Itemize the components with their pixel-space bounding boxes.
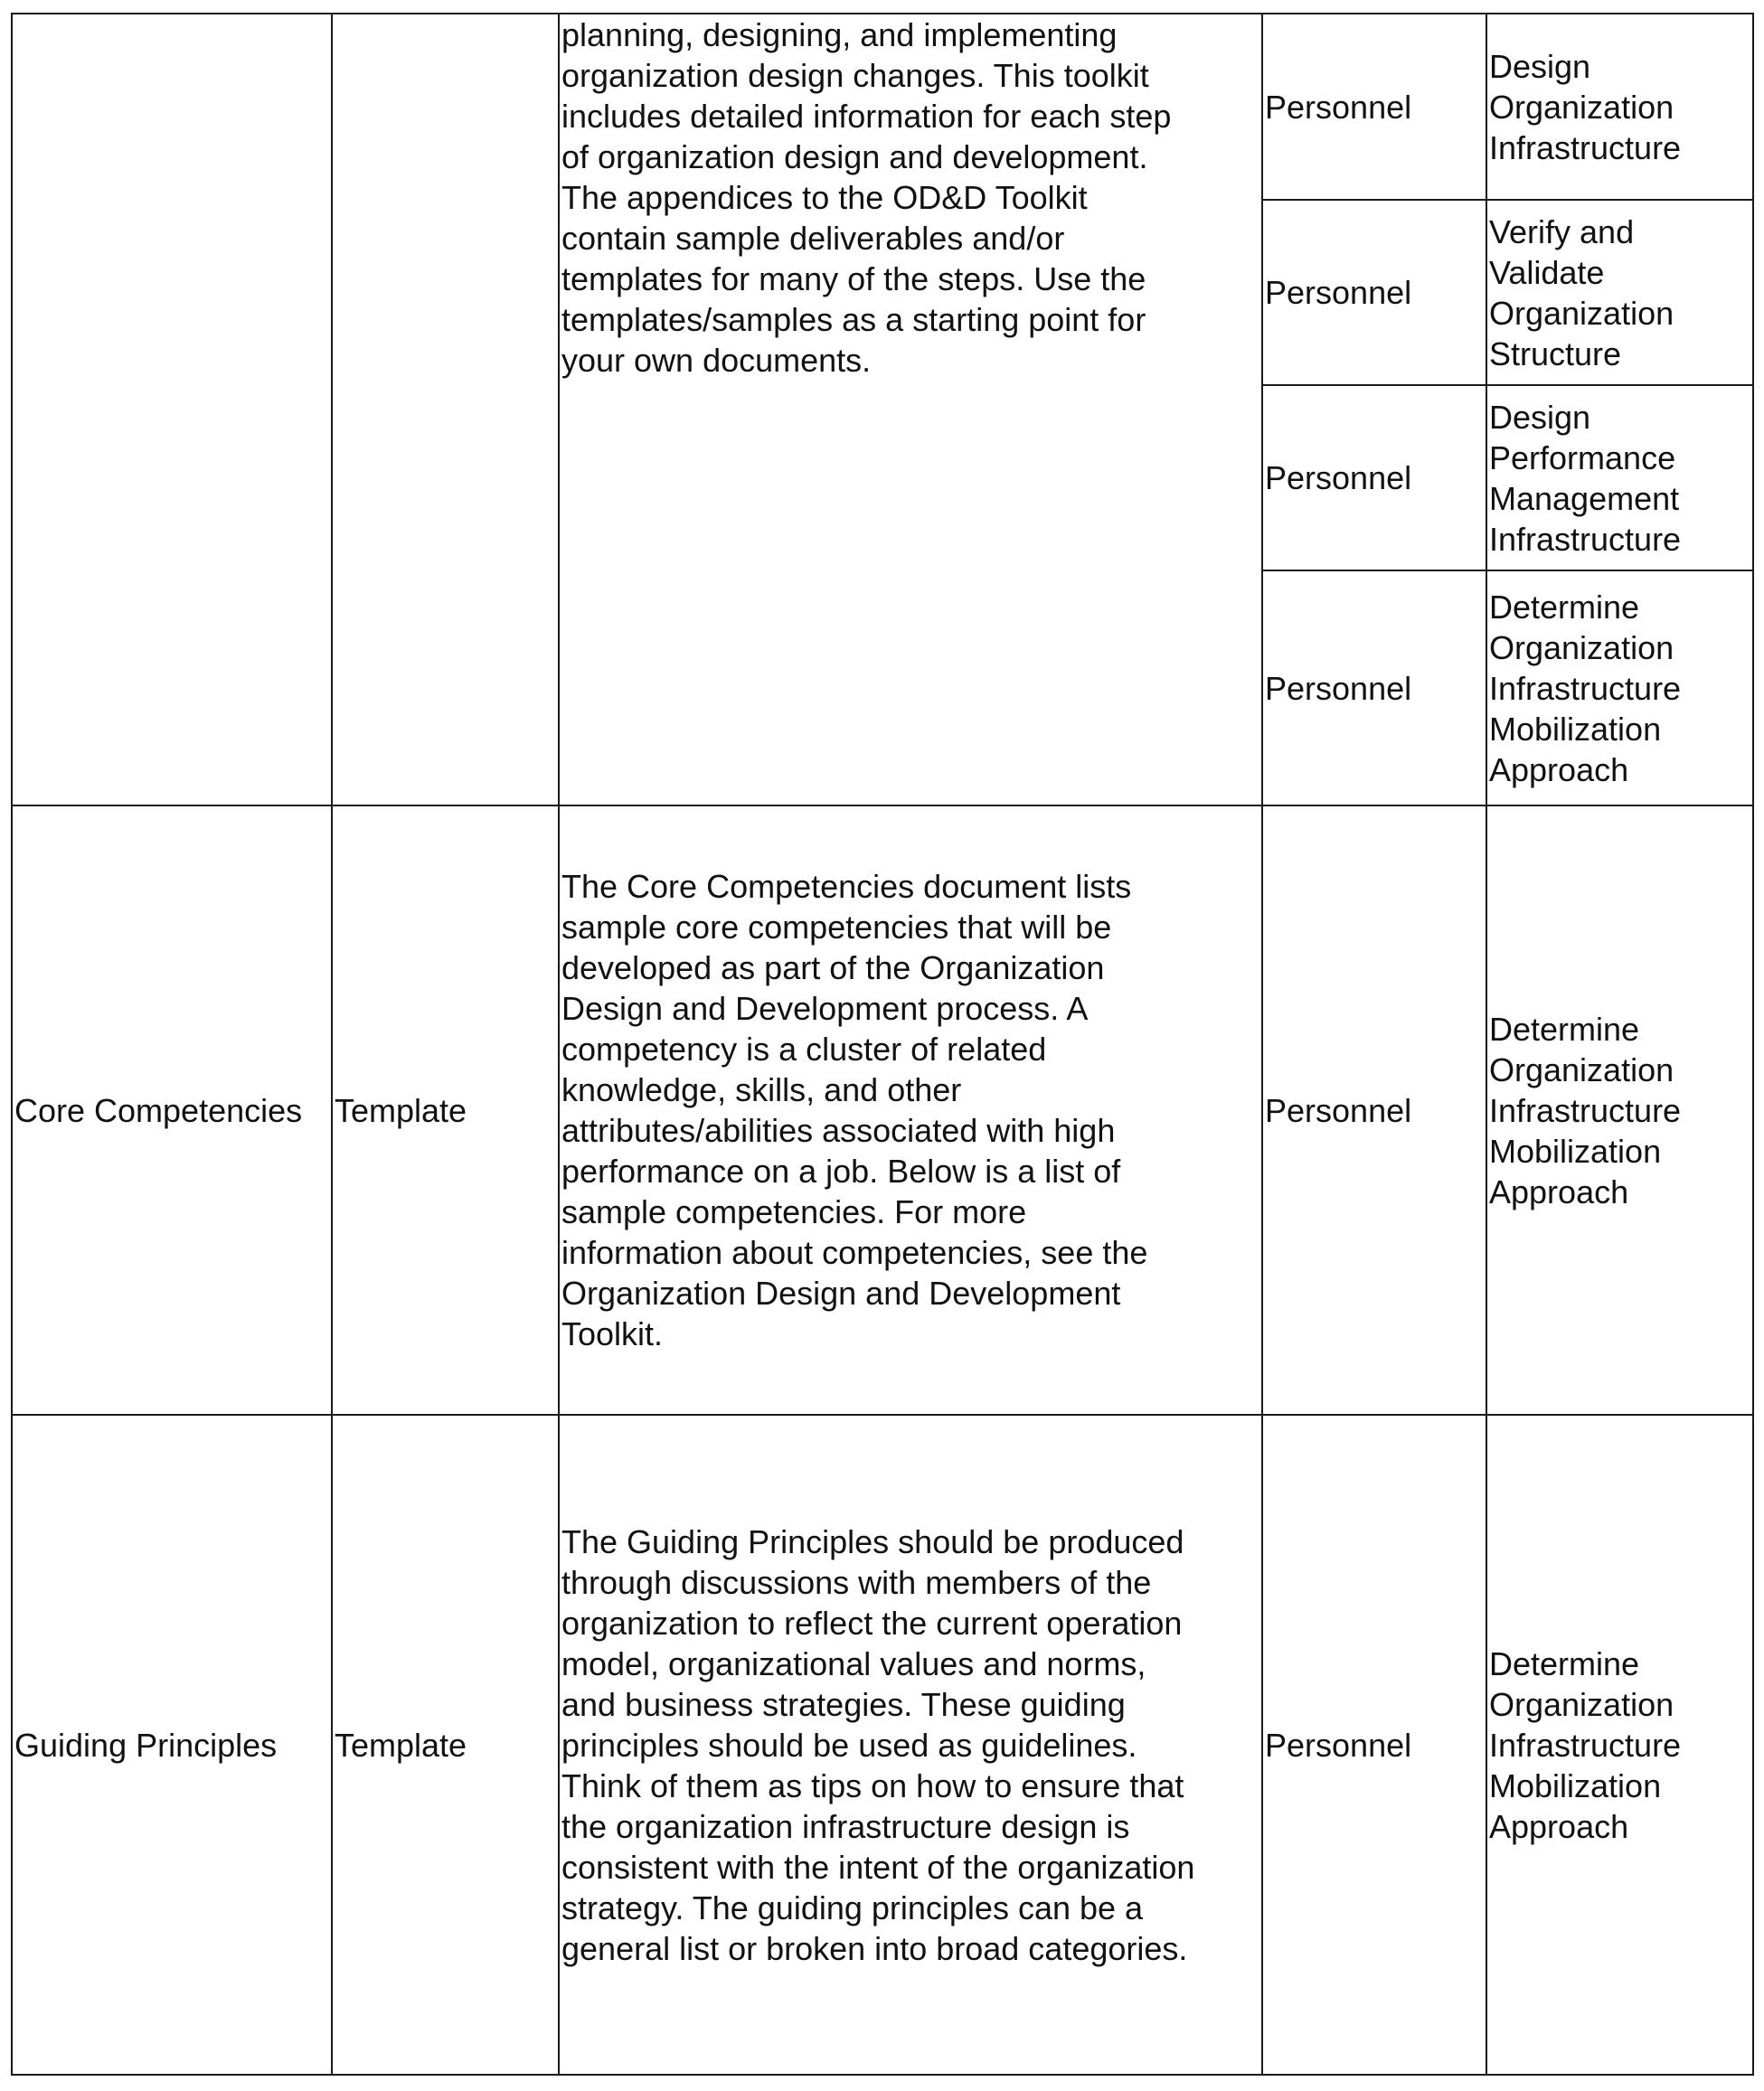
deliverable-description-cell: The Core Competencies document lists sample core competencies that will be developed as part of the Organization Design and Development process. A competency is a cluster of related knowledge, skills, and other attributes/abilities associated with high performance on a job. Below is a list of sample competencies. For more information about competencies, see the Organization Design and Development Toolkit. [559, 805, 1262, 1415]
table-row [12, 805, 1753, 1415]
responsible-cell: Personnel [1262, 14, 1486, 200]
deliverable-description-cell: The Guiding Principles should be produced through discussions with members of the organization to reflect the current operation model, organizational values and norms, and business strategies. These guiding principles should be used as guidelines. Think of them as tips on how to ensure that the organization infrastructure design is consistent with the intent of the organization strategy. The guiding principles can be a general list or broken into broad categories. [559, 1415, 1262, 2075]
process-step-cell: Verify and Validate Organization Structure [1486, 200, 1753, 385]
responsible-cell: Personnel [1262, 570, 1486, 805]
deliverables-table [11, 13, 1754, 2076]
process-step-cell: Determine Organization Infrastructure Mobilization Approach [1486, 570, 1753, 805]
responsible-cell: Personnel [1262, 200, 1486, 385]
process-step-cell: Design Organization Infrastructure [1486, 14, 1753, 200]
deliverable-name-cell [12, 14, 332, 805]
process-step-cell: Determine Organization Infrastructure Mobilization Approach [1486, 805, 1753, 1415]
responsible-cell: Personnel [1262, 385, 1486, 570]
process-step-cell: Design Performance Management Infrastructure [1486, 385, 1753, 570]
deliverable-type-cell [332, 14, 559, 805]
responsible-cell: Personnel [1262, 1415, 1486, 2075]
deliverable-description-cell: planning, designing, and implementing organization design changes. This toolkit includes detailed information for each step of organization design and development. The appendices to the OD&D Toolkit contain sample deliverables and/or templates for many of the steps. Use the templates/samples as a starting point for your own documents. [559, 14, 1262, 805]
deliverable-type-cell: Template [332, 805, 559, 1415]
deliverable-name-cell: Guiding Principles [12, 1415, 332, 2075]
process-step-cell: Determine Organization Infrastructure Mobilization Approach [1486, 1415, 1753, 2075]
table-row [12, 1415, 1753, 2075]
responsible-cell: Personnel [1262, 805, 1486, 1415]
deliverable-name-cell: Core Competencies [12, 805, 332, 1415]
deliverable-type-cell: Template [332, 1415, 559, 2075]
table-row [12, 14, 1753, 200]
